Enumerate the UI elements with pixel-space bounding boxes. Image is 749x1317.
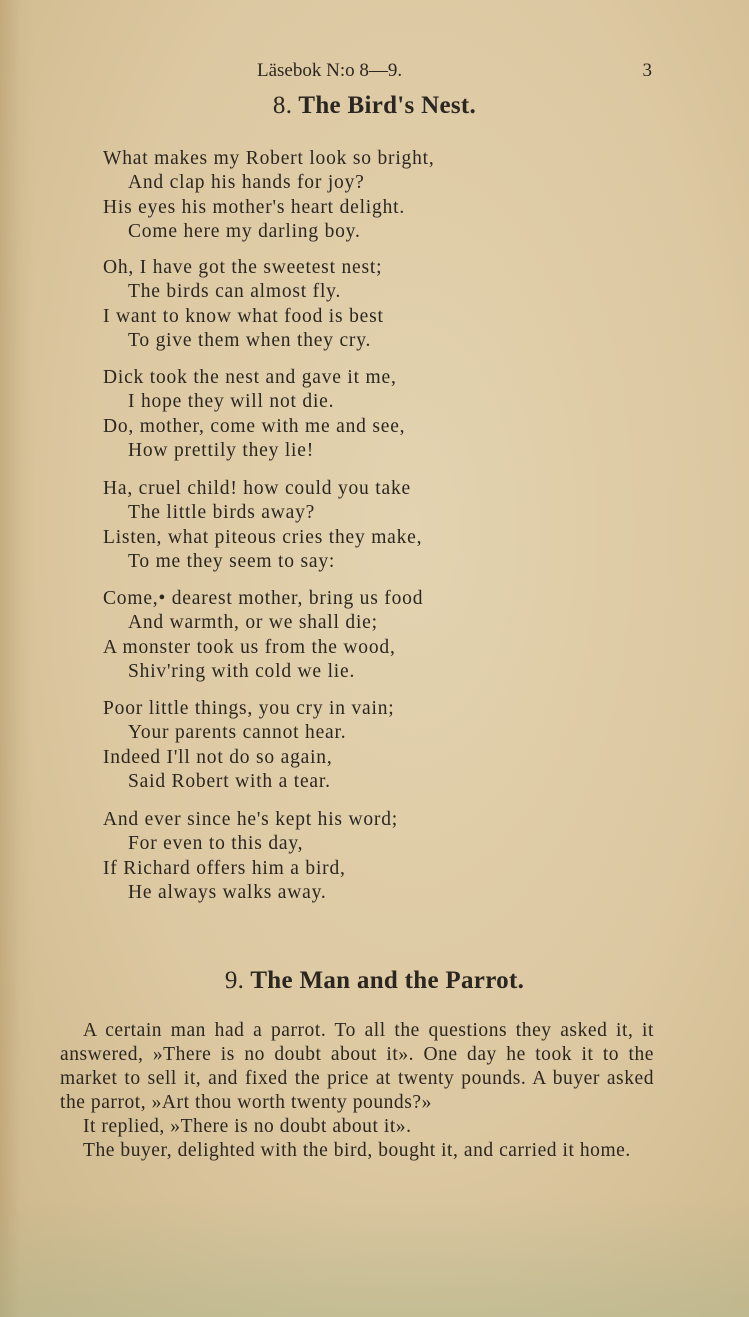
poem-line: Indeed I'll not do so again, bbox=[103, 746, 333, 768]
stanza-3 bbox=[103, 366, 405, 464]
page-number: 3 bbox=[642, 60, 652, 81]
poem-line: I hope they will not die. bbox=[128, 391, 335, 413]
section-9-heading bbox=[0, 967, 749, 995]
poem-line: Listen, what piteous cries they make, bbox=[103, 526, 423, 548]
poem-line: Do, mother, come with me and see, bbox=[103, 415, 406, 437]
poem-line: Dick took the nest and gave it me, bbox=[103, 367, 397, 388]
poem-line: He always walks away. bbox=[128, 882, 327, 904]
section-9-title: The Man and the Parrot. bbox=[250, 967, 525, 994]
stanza-2 bbox=[103, 256, 384, 354]
running-header bbox=[257, 60, 652, 86]
section-8-title: The Bird's Nest. bbox=[298, 92, 477, 119]
section-9-number: 9. bbox=[224, 967, 245, 994]
stanza-7 bbox=[103, 808, 398, 906]
stanza-1 bbox=[103, 147, 435, 245]
header-title: Läsebok N:o 8—9. bbox=[257, 60, 403, 81]
stanza-5 bbox=[103, 587, 423, 685]
section-9-body bbox=[60, 1019, 654, 1162]
poem-line: A monster took us from the wood, bbox=[103, 636, 396, 658]
poem-line: Oh, I have got the sweetest nest; bbox=[103, 257, 383, 278]
poem-line: And warmth, or we shall die; bbox=[128, 612, 378, 634]
poem-line: What makes my Robert look so bright, bbox=[103, 148, 435, 169]
poem-line: The little birds away? bbox=[128, 502, 316, 524]
paragraph: The buyer, delighted with the bird, bought it, and carried it home. bbox=[83, 1139, 631, 1161]
poem-line: And ever since he's kept his word; bbox=[103, 809, 398, 830]
paragraph: It replied, »There is no doubt about it». bbox=[83, 1115, 412, 1137]
poem-line: Shiv'ring with cold we lie. bbox=[128, 661, 356, 683]
page-bottom-stain bbox=[0, 1197, 749, 1317]
poem-line: Ha, cruel child! how could you take bbox=[103, 478, 411, 499]
poem-line: His eyes his mother's heart delight. bbox=[103, 196, 406, 218]
poem-line: For even to this day, bbox=[128, 833, 304, 855]
paragraph: A certain man had a parrot. To all the questions they asked it, it answered, »There is no doubt about it». One day he took it to the market to sell it, and fixed the price at twenty pounds. A buyer asked the parrot, »Art thou worth twenty pounds?» bbox=[60, 1020, 654, 1113]
poem-line: Said Robert with a tear. bbox=[128, 771, 331, 793]
poem-line: How prettily they lie! bbox=[128, 440, 315, 462]
poem-line: Come,• dearest mother, bring us food bbox=[103, 588, 424, 609]
poem-line: I want to know what food is best bbox=[103, 305, 384, 327]
stanza-6 bbox=[103, 697, 395, 795]
page-edge-shadow bbox=[0, 0, 34, 1317]
poem-line: The birds can almost fly. bbox=[128, 281, 342, 303]
section-8-heading bbox=[0, 92, 749, 120]
poem-line: To give them when they cry. bbox=[128, 330, 372, 352]
poem-line: Poor little things, you cry in vain; bbox=[103, 698, 395, 719]
poem-line: Come here my darling boy. bbox=[128, 221, 361, 243]
poem-line: And clap his hands for joy? bbox=[128, 172, 365, 194]
poem-line: To me they seem to say: bbox=[128, 551, 336, 573]
stanza-4 bbox=[103, 477, 422, 575]
poem-line: Your parents cannot hear. bbox=[128, 722, 347, 744]
poem-line: If Richard offers him a bird, bbox=[103, 857, 346, 879]
section-8-number: 8. bbox=[272, 92, 293, 119]
